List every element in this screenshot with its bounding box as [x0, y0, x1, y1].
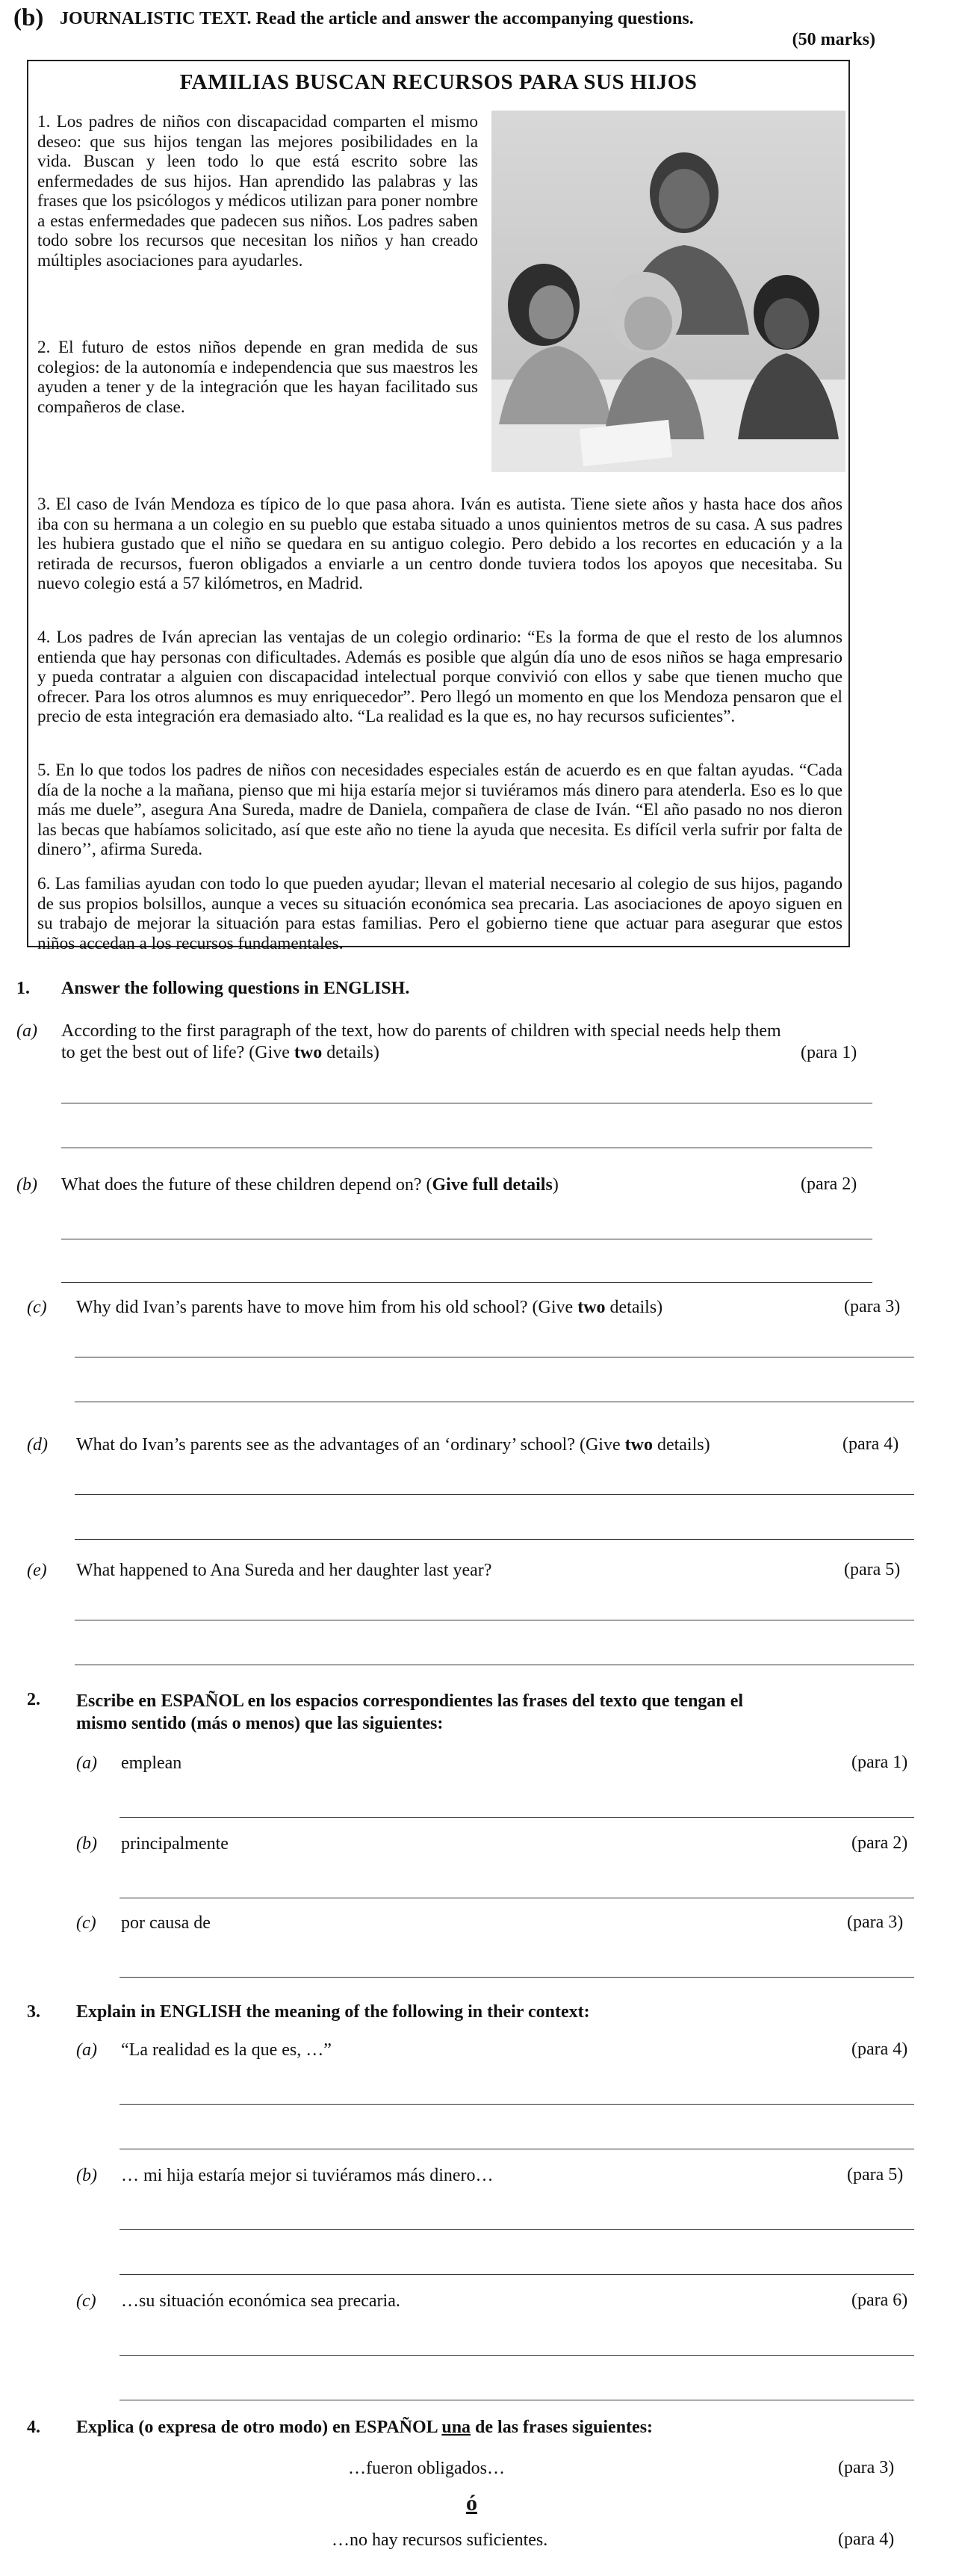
q1d-para-ref: (para 4): [842, 1434, 899, 1454]
q1d-question: [76, 1434, 710, 1456]
section-label: (b): [13, 4, 44, 31]
q1c-question: [76, 1297, 662, 1319]
q1-number: 1.: [16, 979, 30, 998]
q1c-bold: two: [577, 1298, 606, 1317]
q4-number: 4.: [27, 2418, 40, 2437]
q1b-para-ref: (para 2): [801, 1174, 857, 1194]
q1c-para-ref: (para 3): [844, 1297, 901, 1316]
q3b-para-ref: (para 5): [847, 2165, 904, 2185]
article-paragraph-3: 3. El caso de Iván Mendoza es típico de lo que pasa ahora. Iván es autista. Tiene siete años y hasta hace dos años iba con su hermana a un colegio en su pueblo que estaba situado a unos quinientos metros de su casa. A sus padres les hubiera gustado que el niño se quedara en su antiguo colegio. Pero debido a los recortes en educación y a la retirada de recursos, fueron obligados a enviarle a un centro donde tuviera todos los apoyos que necesitaba. Su nuevo colegio está a 57 kilómetros, en Madrid.: [37, 495, 842, 593]
q3-number: 3.: [27, 2002, 40, 2022]
article-box: [27, 60, 850, 953]
q2c-phrase: por causa de: [121, 1913, 211, 1933]
q4-title-underlined: una: [441, 2418, 471, 2437]
total-marks: (50 marks): [792, 30, 875, 49]
q1b-text-a: What does the future of these children depend on? (: [61, 1175, 432, 1195]
q1a-para-ref: (para 1): [801, 1043, 857, 1062]
q4-option-1-para-ref: (para 3): [838, 2458, 895, 2477]
q1e-question: What happened to Ana Sureda and her daughter last year?: [76, 1561, 492, 1580]
q1a-text-line2a: to get the best out of life? (Give: [61, 1043, 294, 1062]
q1e-para-ref: (para 5): [844, 1560, 901, 1579]
q2c-letter: (c): [76, 1913, 96, 1933]
q4-title-a: Explica (o expresa de otro modo) en ESPAÑOL: [76, 2418, 442, 2437]
q1c-text-b: details): [605, 1298, 663, 1317]
q1c-text-a: Why did Ivan’s parents have to move him from his old school? (Give: [76, 1298, 578, 1317]
q3b-answer-line-2[interactable]: [120, 2274, 914, 2275]
q1a-text-line1: According to the first paragraph of the text, how do parents of children with special needs help them: [61, 1021, 781, 1041]
q3a-answer-line-1[interactable]: [120, 2104, 914, 2105]
article-paragraph-2: 2. El futuro de estos niños depende en gran medida de sus colegios: de la autonomía e independencia que sus maestros les ayuden a tener y de la integración que les hayan facilitado sus compañeros de clase.: [37, 338, 478, 417]
q2-title-line1: Escribe en ESPAÑOL en los espacios correspondientes las frases del texto que tengan el: [76, 1691, 744, 1711]
q4-option-2-para-ref: (para 4): [838, 2530, 895, 2549]
q1a-text-line2b: details): [322, 1043, 379, 1062]
q2-title-line2: mismo sentido (más o menos) que las siguientes:: [76, 1714, 444, 1733]
q1a-letter: (a): [16, 1021, 37, 1041]
q2-title: [76, 1690, 743, 1735]
q4-option-1: …fueron obligados…: [348, 2459, 505, 2478]
q1a-bold: two: [294, 1043, 323, 1062]
q3c-para-ref: (para 6): [851, 2291, 908, 2310]
q2b-phrase: principalmente: [121, 1834, 229, 1854]
q1d-answer-line-1[interactable]: [75, 1494, 914, 1495]
q1b-letter: (b): [16, 1175, 37, 1195]
article-paragraph-5: 5. En lo que todos los padres de niños con necesidades especiales están de acuerdo es en que faltan ayudas. “Cada día de la noche a la mañana, pienso que mi hija estaría mejor si tuviéramos más dinero para atenderla. Eso es lo que más me duele”, asegura Ana Sureda, madre de Daniela, compañera de clase de Iván. “El año pasado no nos dieron las becas que habíamos solicitado, así que este año no tiene la ayuda que necesita. Es difícil verla sufrir por falta de dinero’’, afirma Sureda.: [37, 761, 842, 859]
q1a-question: [61, 1021, 883, 1064]
q3-title: Explain in ENGLISH the meaning of the following in their context:: [76, 2002, 590, 2022]
q2b-letter: (b): [76, 1834, 97, 1854]
article-paragraph-1: 1. Los padres de niños con discapacidad comparten el mismo deseo: que sus hijos tengan las mejores posibilidades en la vida. Buscan y leen todo lo que está escrito sobre las enfermedades de sus hijos. Han aprendido las palabras y las frases que los psicólogos y médicos utilizan para poner nombre a estas enfermedades que padecen sus niños. Los padres saben todo sobre los recursos que necesitan los niños y han creado múltiples asociaciones para ayudarles.: [37, 112, 478, 270]
q1d-bold: two: [624, 1435, 653, 1455]
q2a-answer-line[interactable]: [120, 1817, 914, 1818]
q1d-text-a: What do Ivan’s parents see as the advantages of an ‘ordinary’ school? (Give: [76, 1435, 625, 1455]
q2b-para-ref: (para 2): [851, 1833, 908, 1853]
q1d-text-b: details): [652, 1435, 710, 1455]
q3c-answer-line-1[interactable]: [120, 2355, 914, 2356]
q3c-letter: (c): [76, 2291, 96, 2311]
q3b-letter: (b): [76, 2166, 97, 2185]
q4-option-2: …no hay recursos suficientes.: [332, 2530, 548, 2550]
q2c-answer-line[interactable]: [120, 1977, 914, 1978]
q2a-phrase: emplean: [121, 1753, 182, 1773]
article-paragraph-4: 4. Los padres de Iván aprecian las ventajas de un colegio ordinario: “Es la forma de que el resto de los alumnos entienda que hay personas con dificultades. Además es posible que algún día uno de esos niños se haga empresario y pueda contratar a alguien con discapacidad intelectual porque convivió con ellos y sabe que tienen mucho que ofrecer. Para los otros alumnos es muy enriquecedor”. Pero llegó un momento en que los Mendoza pensaron que el precio de esta integración era demasiado alto. “La realidad es la que es, no hay recursos suficientes”.: [37, 628, 842, 726]
q1b-text-b: ): [552, 1175, 559, 1195]
q1b-question: [61, 1174, 559, 1196]
photo-teacher-children-icon: [491, 111, 845, 472]
q3a-phrase: “La realidad es la que es, …”: [121, 2040, 332, 2060]
q4-or-separator: ó: [466, 2491, 477, 2515]
q1c-letter: (c): [27, 1298, 47, 1317]
article-title: FAMILIAS BUSCAN RECURSOS PARA SUS HIJOS: [179, 70, 698, 94]
q4-title: [76, 2418, 653, 2438]
q1e-letter: (e): [27, 1561, 47, 1580]
q1-title: Answer the following questions in ENGLISH.: [61, 979, 410, 998]
q3c-phrase: …su situación económica sea precaria.: [121, 2291, 400, 2311]
q3a-para-ref: (para 4): [851, 2040, 908, 2059]
q2a-para-ref: (para 1): [851, 1753, 908, 1772]
section-instruction: JOURNALISTIC TEXT. Read the article and answer the accompanying questions.: [60, 9, 694, 28]
q1b-bold: Give full details: [432, 1175, 553, 1195]
q1d-letter: (d): [27, 1435, 48, 1455]
q1b-answer-line-2[interactable]: [61, 1282, 872, 1283]
q2-number: 2.: [27, 1690, 40, 1709]
q3b-phrase: … mi hija estaría mejor si tuviéramos más dinero…: [121, 2166, 494, 2185]
q1d-answer-line-2[interactable]: [75, 1539, 914, 1540]
article-paragraph-6: 6. Las familias ayudan con todo lo que pueden ayudar; llevan el material necesario al colegio de sus hijos, pagando de sus propios bolsillos, aunque a veces su situación económica sea precaria. Las asociaciones de apoyo siguen en su trabajo de mejorar la situación para estas familias. Pero el gobierno tiene que actuar para asegurar que estos niños accedan a los recursos fundamentales.: [37, 874, 842, 953]
q2a-letter: (a): [76, 1753, 97, 1773]
q2c-para-ref: (para 3): [847, 1913, 904, 1932]
q4-title-b: de las frases siguientes:: [471, 2418, 654, 2437]
q3a-letter: (a): [76, 2040, 97, 2060]
q3b-answer-line-1[interactable]: [120, 2229, 914, 2230]
